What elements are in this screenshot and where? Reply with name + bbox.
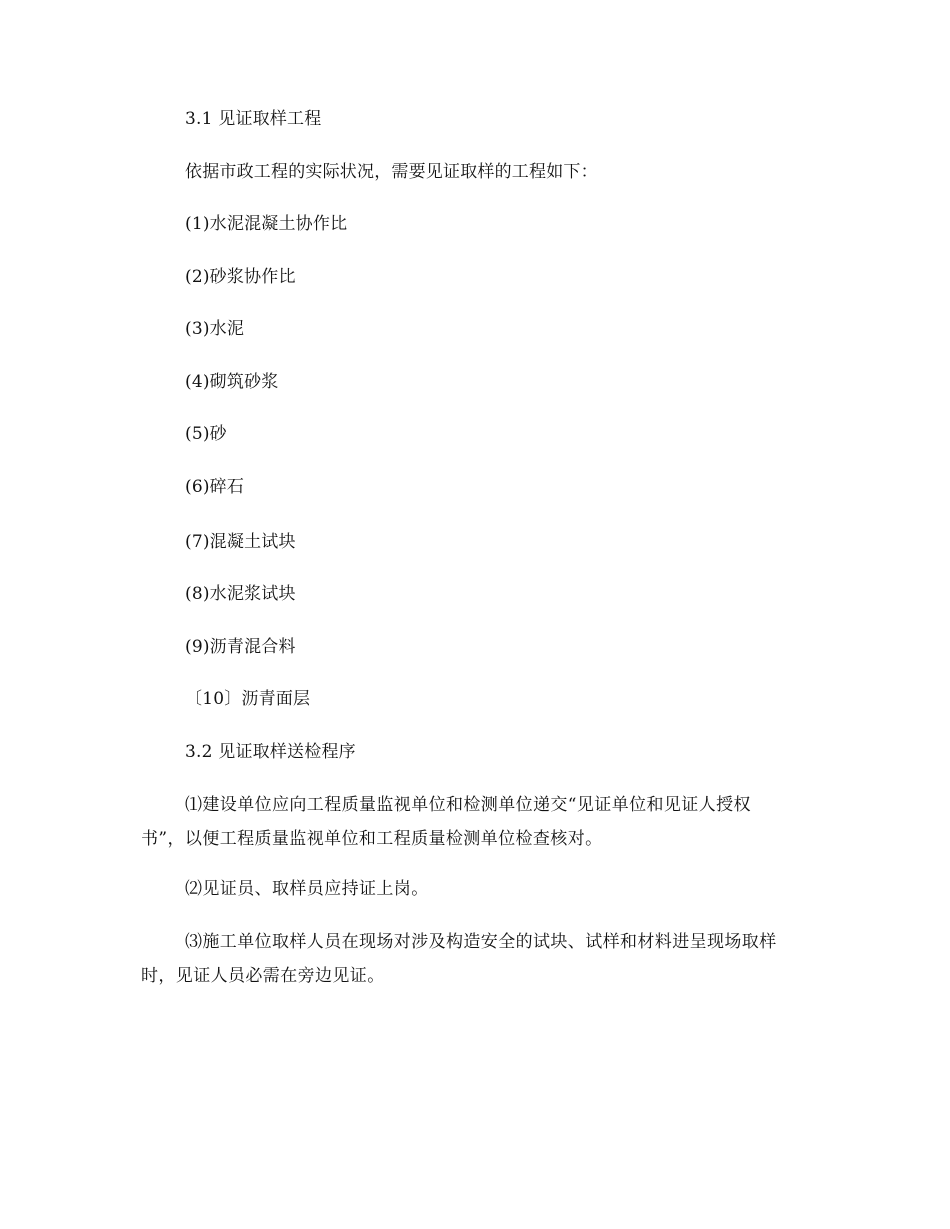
procedure-paragraph-3: ⑶施工单位取样人员在现场对涉及构造安全的试块、试样和材料进呈现场取样时，见证人员必需在旁边见证。	[141, 932, 777, 986]
procedure-paragraph-2: ⑵见证员、取样员应持证上岗。	[185, 879, 429, 899]
intro-text: 依据市政工程的实际状况，需要见证取样的工程如下：	[185, 162, 598, 182]
list-item: (9)沥青混合料	[185, 637, 296, 657]
list-item: (8)水泥浆试块	[185, 584, 296, 604]
section-heading-3-1: 3.1 见证取样工程	[185, 109, 322, 129]
list-item: (1)水泥混凝土协作比	[185, 214, 348, 234]
list-item: (7)混凝土试块	[185, 532, 296, 552]
list-item: (5)砂	[185, 424, 227, 444]
list-item: (3)水泥	[185, 319, 245, 339]
section-heading-3-2: 3.2 见证取样送检程序	[185, 742, 356, 762]
list-item: (6)碎石	[185, 477, 245, 497]
procedure-paragraph-1: ⑴建设单位应向工程质量监视单位和检测单位递交“见证单位和见证人授权书”，以便工程质量监视单位和工程质量检测单位检查核对。	[141, 795, 751, 849]
list-item: 〔10〕沥青面层	[185, 689, 311, 709]
list-item: (4)砌筑砂浆	[185, 372, 279, 392]
list-item: (2)砂浆协作比	[185, 267, 296, 287]
